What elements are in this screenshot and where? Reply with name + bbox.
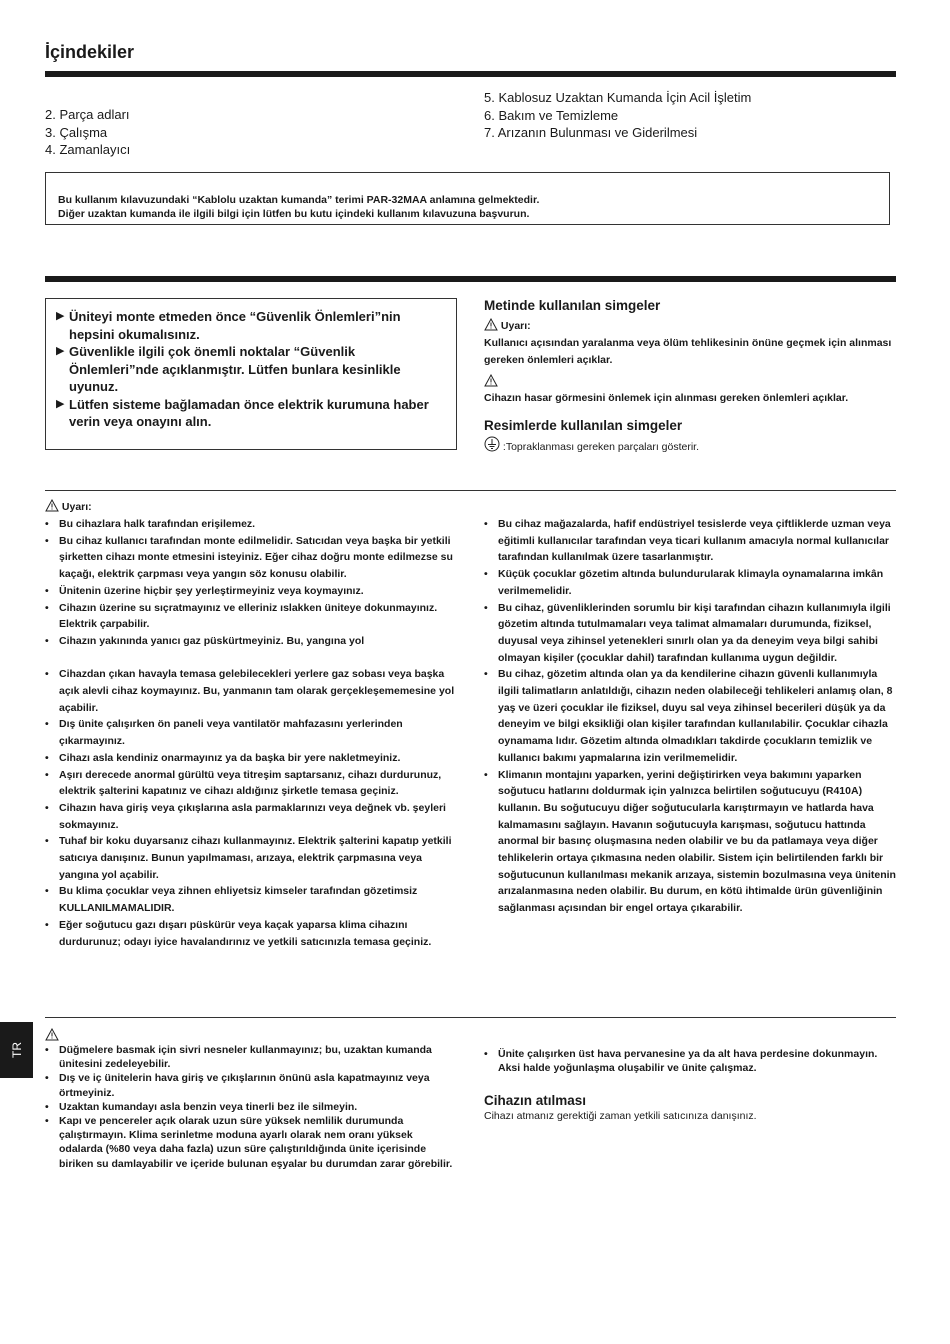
warning-header bbox=[45, 499, 457, 516]
arrow-right-icon: ▶ bbox=[56, 345, 65, 357]
ground-symbol-row bbox=[484, 436, 896, 455]
intro-item: ▶ Üniteyi monte etmeden önce “Güvenlik Önlemleri”nin hepsini okumalısınız. bbox=[56, 309, 401, 342]
section-rule bbox=[45, 276, 896, 282]
warning-desc: Kullanıcı açısından yaralanma veya ölüm tehlikesinin önüne geçmek için alınması gereken önlemleri açıklar. bbox=[484, 337, 892, 366]
intro-item: ▶ Lütfen sisteme bağlamadan önce elektrik kurumuna haber verin veya onayını alın. bbox=[56, 396, 429, 429]
symbols-panel bbox=[484, 298, 896, 455]
list-item: • Cihazın hava giriş veya çıkışlarına asla parmaklarınızı veya değnek vb. şeyleri sokmayınız. bbox=[45, 801, 446, 831]
caution-triangle-icon bbox=[45, 1028, 59, 1041]
warning-label: Uyarı: bbox=[500, 320, 531, 332]
list-item: • Klimanın montajını yaparken, yerini değiştirirken veya bakımını yaparken soğutucu hatlarını doldurmak için yalnızca belirtilen soğutucuyu (R410A) kullanın. Bu soğutucuyu diğer soğutucularla karıştırmayın ve hatlarda hava kalmamasını sağlayın. Havanın soğutucuyla karışması, soğutucu hattında anormal bir basınç oluşmasına neden olabilir ve bu da patlamaya veya diğer tehlikelerin ortaya çıkmasına neden olabilir. Sistem için belirtilenden farklı bir soğutucunun kullanılması mekanik arızaya, sistemin bozulmasına veya ünitenin arızalanmasına neden olabilir. Bu durum, en kötü ihtimalde ürün güvenliğinin sağlanması açısından bir engel ortaya çıkarabilir. bbox=[484, 768, 896, 915]
symbols-image-title: Resimlerde kullanılan simgeler bbox=[484, 418, 683, 433]
list-item: • Ünitenin üzerine hiçbir şey yerleştirmeyiniz veya koymayınız. bbox=[45, 584, 364, 597]
intro-box bbox=[45, 298, 457, 450]
note-line: Bu kullanım kılavuzundaki “Kablolu uzaktan kumanda” terimi PAR-32MAA anlamına gelmektedir. bbox=[58, 194, 540, 206]
list-item: • Tuhaf bir koku duyarsanız cihazı kullanmayınız. Elektrik şalterini kapatıp yetkili satıcıya danışınız. Bunun yapılmaması, arızaya, elektrik çarpmasına veya yangına yol açabilir. bbox=[45, 835, 452, 881]
warning-symbol-row bbox=[484, 318, 896, 335]
list-item: • Aşırı derecede anormal gürültü veya titreşim saptarsanız, cihazı durdurunuz, elektrik şalterini kapatınız ve cihazı aldığınız şirketle temasa geçiniz. bbox=[45, 768, 442, 798]
list-item: • Bu cihaz mağazalarda, hafif endüstriyel tesislerde veya çiftliklerde uzman veya eğitimli kullanıcılar tarafından veya ticari kullanım amacıyla normal kullanıcılar tarafından kullanılmak üzere tasarlanmıştır. bbox=[484, 518, 891, 564]
list-item: • Dış ünite çalışırken ön paneli veya vantilatör mahfazasını yerlerinden çıkarmayınız. bbox=[45, 718, 403, 748]
list-item: • Cihazın yakınında yanıcı gaz püskürtmeyiniz. Bu, yangına yol bbox=[45, 634, 365, 647]
list-item: • Cihazın üzerine su sıçratmayınız ve elleriniz ıslakken üniteye dokunmayınız. Elektrik çarpabilir. bbox=[45, 601, 438, 631]
disposal-title: Cihazın atılması bbox=[484, 1093, 587, 1109]
list-item: • Bu cihaz kullanıcı tarafından monte edilmelidir. Satıcıdan veya başka bir yetkili şirketten cihazı monte etmesini isteyiniz. Eğer cihaz doğru monte edilmezse su kaçağı, elektrik çarpması veya yangın söz konusu olabilir. bbox=[45, 534, 453, 581]
ground-desc: :Topraklanması gereken parçaları gösterir. bbox=[502, 441, 700, 453]
arrow-right-icon: ▶ bbox=[56, 310, 65, 322]
list-item: • Uzaktan kumandayı asla benzin veya tinerli bez ile silmeyin. bbox=[45, 1100, 358, 1113]
list-item: • Küçük çocuklar gözetim altında bulundurularak klimayla oynamalarına imkân verilmemelidir. bbox=[484, 568, 884, 597]
note-line: Diğer uzaktan kumanda ile ilgili bilgi için lütfen bu kutu içindeki kullanım kılavuzuna başvurun. bbox=[58, 208, 530, 220]
caution-symbol-row bbox=[484, 372, 896, 390]
caution-triangle-icon bbox=[484, 374, 498, 387]
ground-icon bbox=[484, 436, 500, 452]
intro-item: ▶ Güvenlikle ilgili çok önemli noktalar “Güvenlik Önlemleri”nde açıklanmıştır. Lütfen bunlara kesinlikle uyunuz. bbox=[56, 344, 401, 394]
list-item: • Ünite çalışırken üst hava pervanesine ya da alt hava perdesine dokunmayın. Aksi halde yoğunlaşma oluşabilir ve ünite çalışmaz. bbox=[484, 1048, 878, 1075]
toc-left bbox=[45, 106, 130, 159]
list-item: • Bu cihaz, gözetim altında olan ya da kendilerine cihazın güvenli kullanımıyla ilgili talimatların anlatıldığı, cihazın neden olabileceği tehlikeleri anlamış olan, 8 yaş ve üzeri çocuklar ile fiziksel, duyu sal veya zihinsel becerileri düşük ya da deneyim ve bilgi eksikliği olan kişiler tarafından kullanılabilir. Çocuklar cihazla oynamama lıdır. Gözetim altında olmadıkları takdirde çocukların temizlik ve kullanıcı bakımı yapmalarına izin verilmemelidir. bbox=[484, 668, 893, 764]
language-tab: TR bbox=[0, 1022, 33, 1078]
toc-item: 4. Zamanlayıcı bbox=[45, 142, 131, 157]
warning-list-right bbox=[484, 516, 896, 917]
arrow-right-icon: ▶ bbox=[56, 397, 65, 410]
warning-triangle-icon bbox=[484, 318, 498, 331]
list-item: • Bu klima çocuklar veya zihnen ehliyetsiz kimseler tarafından gözetimsiz KULLANILMAMALIDIR. bbox=[45, 885, 418, 915]
warning-triangle-icon bbox=[45, 499, 59, 512]
list-item: • Dış ve iç ünitelerin hava giriş ve çıkışlarının önünü asla kapatmayınız veya örtmeyiniz. bbox=[45, 1072, 430, 1099]
caution-desc: Cihazın hasar görmesini önlemek için alınması gereken önlemleri açıklar. bbox=[484, 392, 849, 404]
toc-item: 6. Bakım ve Temizleme bbox=[484, 107, 619, 123]
page-title: İçindekiler bbox=[45, 42, 135, 62]
warning-divider bbox=[45, 490, 896, 491]
toc-item: 5. Kablosuz Uzaktan Kumanda İçin Acil İşletim bbox=[484, 90, 752, 105]
caution-list-left bbox=[45, 1043, 457, 1171]
caution-list-right bbox=[484, 1047, 896, 1075]
list-item: • Bu cihazlara halk tarafından erişilemez. bbox=[45, 518, 256, 530]
list-item: • Cihazı asla kendiniz onarmayınız ya da başka bir yere nakletmeyiniz. bbox=[45, 751, 401, 764]
warning-list-left bbox=[45, 516, 457, 950]
caution-left-column bbox=[45, 1026, 457, 1171]
warning-left-column bbox=[45, 499, 457, 950]
header-rule bbox=[45, 71, 896, 77]
toc-item: 2. Parça adları bbox=[45, 107, 130, 122]
list-item: • Düğmelere basmak için sivri nesneler kullanmayınız; bu, uzaktan kumanda ünitesini zedeleyebilir. bbox=[45, 1044, 432, 1071]
caution-right-column bbox=[484, 1047, 896, 1124]
remote-note-box bbox=[45, 172, 890, 225]
warning-right-column bbox=[484, 516, 896, 917]
list-item: • Eğer soğutucu gazı dışarı püskürür veya kaçak yaparsa klima cihazını durdurunuz; odayı iyice havalandırınız ve yetkili satıcınızla temasa geçiniz. bbox=[45, 918, 432, 948]
list-item: • Bu cihaz, güvenliklerinden sorumlu bir kişi tarafından cihazın kullanımıyla ilgili gözetim altında tutulmamaları veya talimat almamaları durumunda, fiziksel, duyusal veya zihinsel yetenekleri sınırlı olan ya da deneyim veya bilgi sahibi olmayan kişiler (çocuklar dahil) tarafından kullanıma uygun değildir. bbox=[484, 601, 891, 664]
disposal-text: Cihazı atmanız gerektiği zaman yetkili satıcınıza danışınız. bbox=[484, 1110, 757, 1123]
toc-right bbox=[484, 89, 751, 142]
caution-header bbox=[45, 1026, 457, 1043]
toc-item: 7. Arızanın Bulunması ve Giderilmesi bbox=[484, 125, 698, 140]
caution-divider bbox=[45, 1017, 896, 1018]
toc-item: 3. Çalışma bbox=[45, 124, 108, 140]
list-item: • Cihazdan çıkan havayla temasa gelebilecekleri yerlere gaz sobası veya başka açık alevli cihaz koymayınız. Bu, yanmanın tam olarak gerçekleşememesine yol açabilir. bbox=[45, 668, 455, 714]
warning-section-label: Uyarı: bbox=[61, 501, 92, 513]
symbols-text-title: Metinde kullanılan simgeler bbox=[484, 298, 661, 313]
list-item: • Kapı ve pencereler açık olarak uzun süre yüksek nemlilik durumunda çalıştırmayın. Klima serinletme moduna ayarlı olarak nem oranı yüksek odalarda (%80 veya daha fazla) uzun süre çalıştırıldığında ünite içerisinde biriken su damlayabilir ve içeride bulunan eşyalar bu durumdan zarar görebilir. bbox=[45, 1115, 453, 1170]
